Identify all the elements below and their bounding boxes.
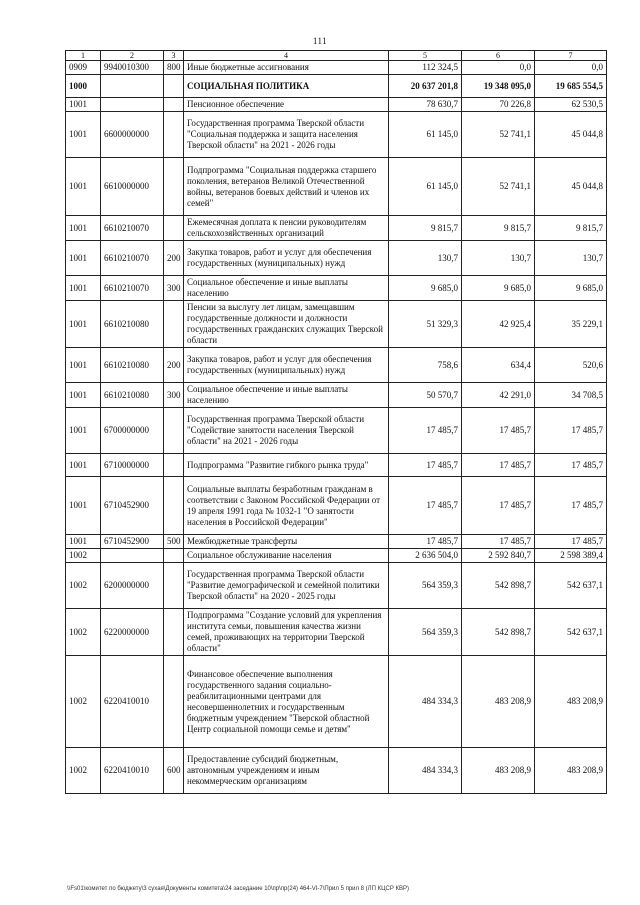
target-article-cell: 9940010300 — [101, 61, 164, 75]
expense-type-cell — [164, 301, 184, 348]
target-article-cell: 6710452900 — [101, 477, 164, 535]
column-number: 6 — [462, 51, 535, 61]
amount-col6-cell: 17 485,7 — [462, 454, 535, 477]
amount-col6-cell: 17 485,7 — [462, 535, 535, 549]
column-number: 1 — [66, 51, 101, 61]
table-row — [66, 383, 607, 408]
footer-file-path: \\Fs01\комитет по бюджету\3 сухая\Документы комитета\24 заседание 10\пр\пр(24) 464-VI-7\Прил 5 прил 8 (ЛП КЦСР КВР) — [67, 886, 410, 892]
amount-col5-cell: 9 815,7 — [389, 216, 462, 241]
amount-col6-cell: 17 485,7 — [462, 477, 535, 535]
table-row — [66, 276, 607, 301]
item-name-cell: Иные бюджетные ассигнования — [184, 61, 389, 75]
amount-col5-cell: 50 570,7 — [389, 383, 462, 408]
target-article-cell: 6610210080 — [101, 383, 164, 408]
section-code-cell: 1001 — [66, 98, 101, 112]
table-row — [66, 454, 607, 477]
target-article-cell: 6700000000 — [101, 408, 164, 454]
table-row — [66, 563, 607, 609]
expense-type-cell: 800 — [164, 61, 184, 75]
section-code-cell: 1002 — [66, 748, 101, 794]
section-code-cell: 1000 — [66, 75, 101, 98]
expense-type-cell: 300 — [164, 276, 184, 301]
amount-col5-cell: 2 636 504,0 — [389, 549, 462, 563]
item-name-cell: Предоставление субсидий бюджетным, автономным учреждениям и иным некоммерческим организациям — [184, 748, 389, 794]
table-row — [66, 216, 607, 241]
expense-type-cell: 600 — [164, 748, 184, 794]
amount-col7-cell: 542 637,1 — [535, 609, 607, 656]
target-article-cell: 6610210070 — [101, 241, 164, 276]
target-article-cell: 6610210070 — [101, 276, 164, 301]
amount-col7-cell: 520,6 — [535, 348, 607, 383]
column-number: 4 — [184, 51, 389, 61]
amount-col6-cell: 634,4 — [462, 348, 535, 383]
table-row — [66, 748, 607, 794]
amount-col5-cell: 61 145,0 — [389, 158, 462, 216]
expense-type-cell — [164, 98, 184, 112]
amount-col7-cell: 9 685,0 — [535, 276, 607, 301]
table-row — [66, 75, 607, 98]
target-article-cell — [101, 549, 164, 563]
page-number: 111 — [312, 36, 328, 46]
amount-col7-cell: 0,0 — [535, 61, 607, 75]
item-name-cell: Финансовое обеспечение выполнения государственного задания социально-реабилитационными центрами для несовершеннолетних и государственным бюджетным учреждением "Тверской областной Центр социальной помощи семье и детям" — [184, 656, 389, 748]
table-row — [66, 609, 607, 656]
target-article-cell — [101, 75, 164, 98]
target-article-cell: 6610210080 — [101, 348, 164, 383]
amount-col6-cell: 9 815,7 — [462, 216, 535, 241]
item-name-cell: Государственная программа Тверской области "Социальная поддержка и защита населения Тверской области" на 2021 - 2026 годы — [184, 112, 389, 158]
amount-col5-cell: 130,7 — [389, 241, 462, 276]
expense-type-cell: 200 — [164, 348, 184, 383]
item-name-cell: Социальное обеспечение и иные выплаты населению — [184, 276, 389, 301]
item-name-cell: Государственная программа Тверской области "Развитие демографической и семейной политики Тверской области" на 2020 - 2025 годы — [184, 563, 389, 609]
section-code-cell: 1001 — [66, 348, 101, 383]
amount-col7-cell: 45 044,8 — [535, 158, 607, 216]
amount-col5-cell: 20 637 201,8 — [389, 75, 462, 98]
amount-col7-cell: 35 229,1 — [535, 301, 607, 348]
table-row — [66, 98, 607, 112]
expense-type-cell — [164, 656, 184, 748]
target-article-cell: 6610210080 — [101, 301, 164, 348]
amount-col5-cell: 564 359,3 — [389, 563, 462, 609]
item-name-cell: Социальные выплаты безработным гражданам в соответствии с Законом Российской Федерации от 19 апреля 1991 года № 1032-1 "О занятости населения в Российской Федерации" — [184, 477, 389, 535]
amount-col7-cell: 483 208,9 — [535, 656, 607, 748]
amount-col7-cell: 19 685 554,5 — [535, 75, 607, 98]
column-number: 3 — [164, 51, 184, 61]
section-code-cell: 1002 — [66, 549, 101, 563]
table-row — [66, 348, 607, 383]
amount-col5-cell: 112 324,5 — [389, 61, 462, 75]
expense-type-cell — [164, 75, 184, 98]
amount-col6-cell: 483 208,9 — [462, 748, 535, 794]
amount-col5-cell: 17 485,7 — [389, 408, 462, 454]
item-name-cell: Подпрограмма "Создание условий для укрепления института семьи, повышения качества жизни семей, проживающих на территории Тверской области" — [184, 609, 389, 656]
amount-col5-cell: 758,6 — [389, 348, 462, 383]
amount-col5-cell: 484 334,3 — [389, 748, 462, 794]
amount-col6-cell: 9 685,0 — [462, 276, 535, 301]
column-number: 2 — [101, 51, 164, 61]
amount-col6-cell: 42 291,0 — [462, 383, 535, 408]
table-row — [66, 112, 607, 158]
amount-col6-cell: 17 485,7 — [462, 408, 535, 454]
amount-col7-cell: 542 637,1 — [535, 563, 607, 609]
section-code-cell: 1002 — [66, 656, 101, 748]
section-code-cell: 1002 — [66, 609, 101, 656]
expense-type-cell — [164, 609, 184, 656]
section-code-cell: 1001 — [66, 301, 101, 348]
amount-col7-cell: 17 485,7 — [535, 408, 607, 454]
amount-col6-cell: 42 925,4 — [462, 301, 535, 348]
target-article-cell: 6220410010 — [101, 656, 164, 748]
section-code-cell: 1002 — [66, 563, 101, 609]
column-number: 5 — [389, 51, 462, 61]
amount-col7-cell: 17 485,7 — [535, 535, 607, 549]
expense-type-cell — [164, 112, 184, 158]
expense-type-cell — [164, 549, 184, 563]
column-number-row — [66, 51, 607, 61]
item-name-cell: Подпрограмма "Социальная поддержка старшего поколения, ветеранов Великой Отечественной войны, ветеранов боевых действий и членов их семей" — [184, 158, 389, 216]
item-name-cell: Социальное обслуживание населения — [184, 549, 389, 563]
target-article-cell: 6710000000 — [101, 454, 164, 477]
column-number: 7 — [535, 51, 607, 61]
section-code-cell: 1001 — [66, 535, 101, 549]
target-article-cell: 6610210070 — [101, 216, 164, 241]
amount-col7-cell: 62 530,5 — [535, 98, 607, 112]
expense-type-cell — [164, 158, 184, 216]
item-name-cell: Пенсии за выслугу лет лицам, замещавшим государственные должности и должности государственных гражданских служащих Тверской области — [184, 301, 389, 348]
item-name-cell: Пенсионное обеспечение — [184, 98, 389, 112]
budget-table — [65, 50, 607, 794]
table-row — [66, 477, 607, 535]
item-name-cell: Ежемесячная доплата к пенсии руководителям сельскохозяйственных организаций — [184, 216, 389, 241]
item-name-cell: СОЦИАЛЬНАЯ ПОЛИТИКА — [184, 75, 389, 98]
amount-col6-cell: 2 592 840,7 — [462, 549, 535, 563]
amount-col5-cell: 564 359,3 — [389, 609, 462, 656]
amount-col5-cell: 484 334,3 — [389, 656, 462, 748]
amount-col5-cell: 17 485,7 — [389, 535, 462, 549]
section-code-cell: 1001 — [66, 383, 101, 408]
amount-col6-cell: 52 741,1 — [462, 158, 535, 216]
target-article-cell: 6600000000 — [101, 112, 164, 158]
table-row — [66, 301, 607, 348]
amount-col7-cell: 130,7 — [535, 241, 607, 276]
section-code-cell: 1001 — [66, 477, 101, 535]
amount-col7-cell: 483 208,9 — [535, 748, 607, 794]
target-article-cell: 6220000000 — [101, 609, 164, 656]
amount-col5-cell: 17 485,7 — [389, 454, 462, 477]
target-article-cell: 6710452900 — [101, 535, 164, 549]
amount-col5-cell: 17 485,7 — [389, 477, 462, 535]
amount-col5-cell: 9 685,0 — [389, 276, 462, 301]
target-article-cell: 6220410010 — [101, 748, 164, 794]
item-name-cell: Государственная программа Тверской области "Содействие занятости населения Тверской области" на 2021 - 2026 годы — [184, 408, 389, 454]
amount-col7-cell: 17 485,7 — [535, 477, 607, 535]
amount-col6-cell: 52 741,1 — [462, 112, 535, 158]
table-row — [66, 241, 607, 276]
table-row — [66, 535, 607, 549]
amount-col5-cell: 51 329,3 — [389, 301, 462, 348]
table-row — [66, 61, 607, 75]
expense-type-cell: 500 — [164, 535, 184, 549]
amount-col7-cell: 9 815,7 — [535, 216, 607, 241]
target-article-cell: 6610000000 — [101, 158, 164, 216]
expense-type-cell — [164, 477, 184, 535]
section-code-cell: 0909 — [66, 61, 101, 75]
section-code-cell: 1001 — [66, 241, 101, 276]
amount-col6-cell: 483 208,9 — [462, 656, 535, 748]
amount-col6-cell: 542 898,7 — [462, 609, 535, 656]
section-code-cell: 1001 — [66, 158, 101, 216]
item-name-cell: Социальное обеспечение и иные выплаты населению — [184, 383, 389, 408]
section-code-cell: 1001 — [66, 216, 101, 241]
target-article-cell — [101, 98, 164, 112]
table-row — [66, 158, 607, 216]
expense-type-cell — [164, 563, 184, 609]
section-code-cell: 1001 — [66, 408, 101, 454]
amount-col5-cell: 78 630,7 — [389, 98, 462, 112]
amount-col7-cell: 2 598 389,4 — [535, 549, 607, 563]
expense-type-cell — [164, 454, 184, 477]
item-name-cell: Закупка товаров, работ и услуг для обеспечения государственных (муниципальных) нужд — [184, 241, 389, 276]
item-name-cell: Закупка товаров, работ и услуг для обеспечения государственных (муниципальных) нужд — [184, 348, 389, 383]
amount-col5-cell: 61 145,0 — [389, 112, 462, 158]
item-name-cell: Межбюджетные трансферты — [184, 535, 389, 549]
expense-type-cell — [164, 216, 184, 241]
target-article-cell: 6200000000 — [101, 563, 164, 609]
expense-type-cell: 300 — [164, 383, 184, 408]
item-name-cell: Подпрограмма "Развитие гибкого рынка труда" — [184, 454, 389, 477]
amount-col6-cell: 542 898,7 — [462, 563, 535, 609]
amount-col7-cell: 45 044,8 — [535, 112, 607, 158]
amount-col6-cell: 19 348 095,0 — [462, 75, 535, 98]
section-code-cell: 1001 — [66, 454, 101, 477]
amount-col6-cell: 130,7 — [462, 241, 535, 276]
table-row — [66, 549, 607, 563]
section-code-cell: 1001 — [66, 276, 101, 301]
amount-col6-cell: 70 226,8 — [462, 98, 535, 112]
amount-col7-cell: 34 708,5 — [535, 383, 607, 408]
expense-type-cell — [164, 408, 184, 454]
amount-col7-cell: 17 485,7 — [535, 454, 607, 477]
table-row — [66, 656, 607, 748]
expense-type-cell: 200 — [164, 241, 184, 276]
table-row — [66, 408, 607, 454]
section-code-cell: 1001 — [66, 112, 101, 158]
amount-col6-cell: 0,0 — [462, 61, 535, 75]
